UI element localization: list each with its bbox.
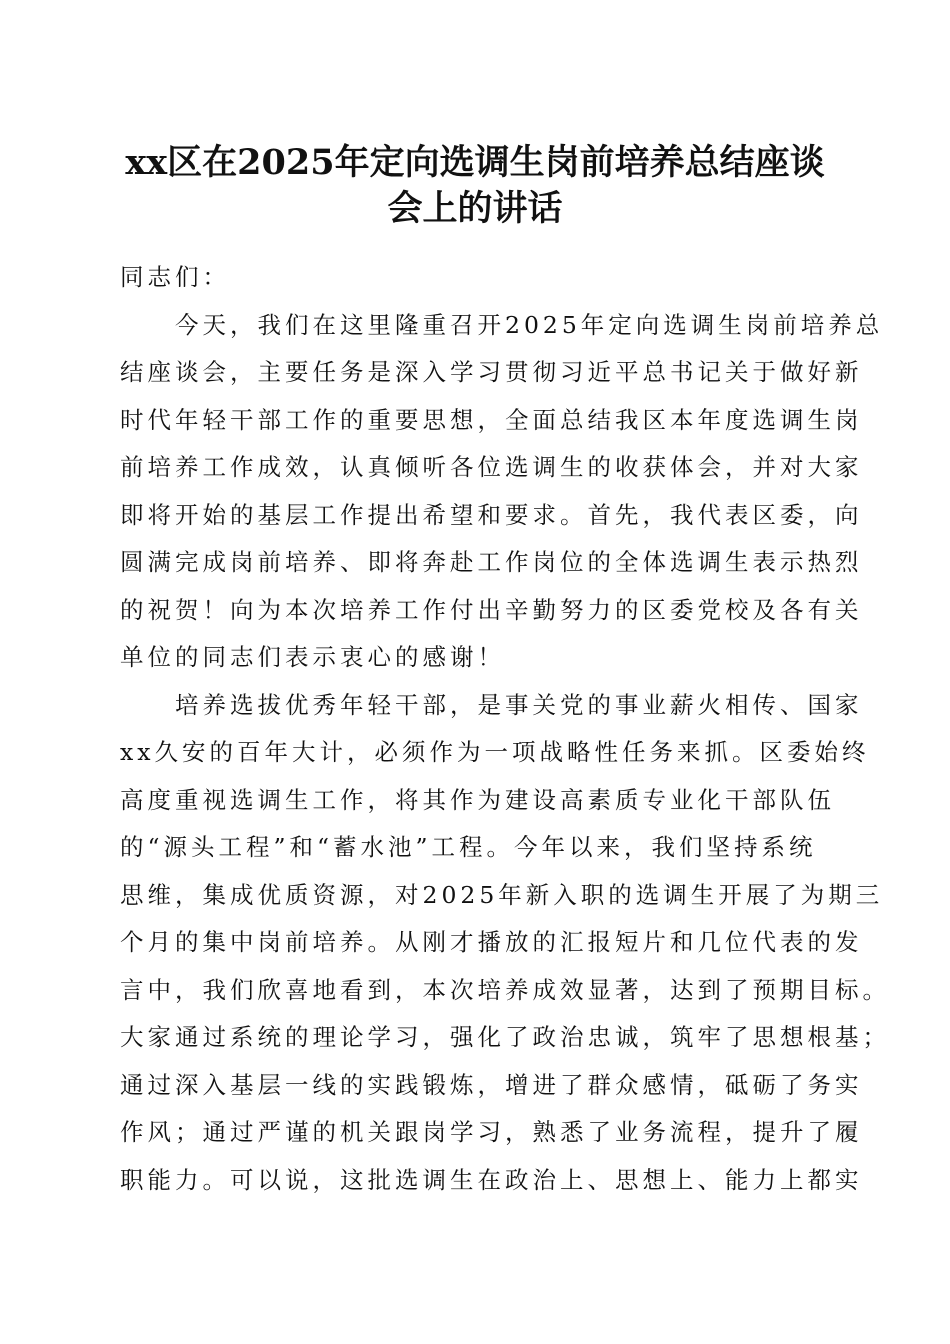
body-line: 圆满完成岗前培养、即将奔赴工作岗位的全体选调生表示热烈 <box>120 548 863 576</box>
body-line: 今天，我们在这里隆重召开2025年定向选调生岗前培养总 <box>120 310 884 339</box>
body-line: 思维，集成优质资源，对2025年新入职的选调生开展了为期三 <box>120 880 884 909</box>
body-line: 前培养工作成效，认真倾听各位选调生的收获体会，并对大家 <box>120 453 863 481</box>
body-line: xx久安的百年大计，必须作为一项战略性任务来抓。区委始终 <box>120 738 870 766</box>
body-line: 时代年轻干部工作的重要思想，全面总结我区本年度选调生岗 <box>120 405 863 434</box>
body-line: 个月的集中岗前培养。从刚才播放的汇报短片和几位代表的发 <box>120 928 863 956</box>
body-line: 通过深入基层一线的实践锻炼，增进了群众感情，砥砺了务实 <box>120 1070 863 1099</box>
body-line: 言中，我们欣喜地看到，本次培养成效显著，达到了预期目标。 <box>120 975 890 1004</box>
title-line: xx区在2025年定向选调生岗前培养总结座谈 <box>125 142 825 183</box>
body-line: 结座谈会，主要任务是深入学习贯彻习近平总书记关于做好新 <box>120 358 863 386</box>
body-line: 即将开始的基层工作提出希望和要求。首先，我代表区委，向 <box>120 500 863 529</box>
salutation: 同志们： <box>120 263 230 291</box>
title-line: 会上的讲话 <box>387 188 563 229</box>
document-body <box>120 254 890 1204</box>
body-line: 职能力。可以说，这批选调生在政治上、思想上、能力上都实 <box>120 1165 863 1194</box>
body-line: 培养选拔优秀年轻干部，是事关党的事业薪火相传、国家 <box>120 690 863 719</box>
body-line: 高度重视选调生工作，将其作为建设高素质专业化干部队伍 <box>120 785 835 814</box>
body-line: 作风；通过严谨的机关跟岗学习，熟悉了业务流程，提升了履 <box>120 1118 863 1146</box>
body-line: 大家通过系统的理论学习，强化了政治忠诚，筑牢了思想根基； <box>120 1023 890 1051</box>
body-line: 的祝贺！向为本次培养工作付出辛勤努力的区委党校及各有关 <box>120 595 863 624</box>
document-title <box>100 140 850 232</box>
body-line: 单位的同志们表示衷心的感谢！ <box>120 643 505 671</box>
body-line: 的“源头工程”和“蓄水池”工程。今年以来，我们坚持系统 <box>120 833 817 861</box>
